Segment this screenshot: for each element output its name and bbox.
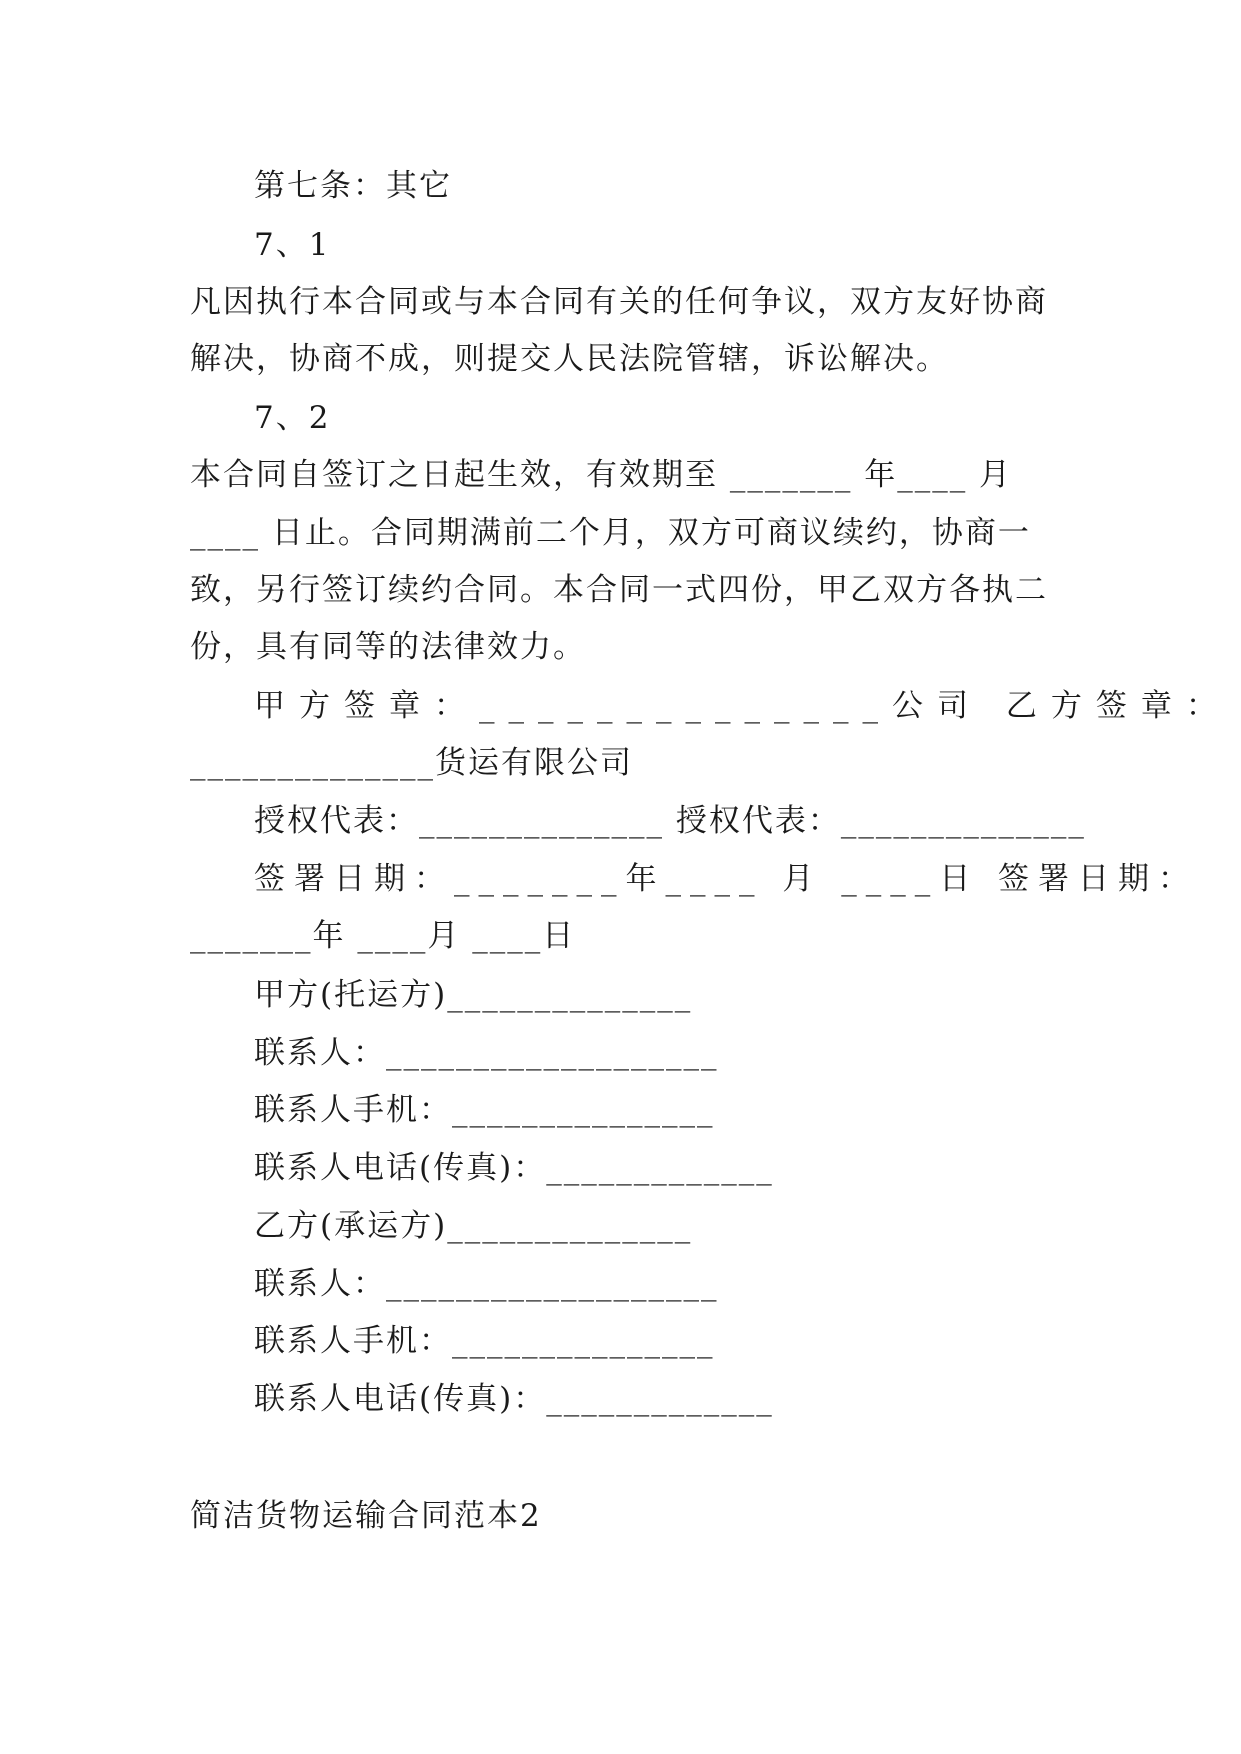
signature-line: ______________货运有限公司 — [190, 745, 633, 781]
party-a-phone: 联系人电话(传真)：_____________ — [254, 1150, 774, 1186]
party-a-contact: 联系人：___________________ — [254, 1035, 719, 1071]
article-heading: 第七条：其它 — [254, 168, 452, 204]
party-a-mobile: 联系人手机：_______________ — [254, 1092, 715, 1128]
clause-number: 7、1 — [254, 227, 331, 263]
paragraph-line: ____ 日止。合同期满前二个月，双方可商议续约，协商一 — [190, 515, 1031, 551]
party-b-line: 乙方(承运方)______________ — [254, 1208, 693, 1244]
paragraph-line: 解决，协商不成，则提交人民法院管辖，诉讼解决。 — [190, 341, 949, 377]
section-title: 简洁货物运输合同范本2 — [190, 1498, 542, 1534]
paragraph-line: 份，具有同等的法律效力。 — [190, 629, 586, 665]
paragraph-line: 致，另行签订续约合同。本合同一式四份，甲乙双方各执二 — [190, 572, 1048, 608]
paragraph-line: 凡因执行本合同或与本合同有关的任何争议，双方友好协商 — [190, 284, 1048, 320]
signing-date-line: 签署日期：_______年____ 月 ____日 签署日期： — [254, 861, 1199, 897]
party-a-line: 甲方(托运方)______________ — [254, 977, 693, 1013]
representative-line: 授权代表：______________ 授权代表：______________ — [254, 803, 1086, 839]
party-b-mobile: 联系人手机：_______________ — [254, 1323, 715, 1359]
signature-line: 甲方签章：______________公司 乙方签章： — [254, 688, 1231, 724]
clause-number: 7、2 — [254, 400, 331, 436]
signing-date-line: _______年 ____月 ____日 — [190, 918, 576, 954]
party-b-contact: 联系人：___________________ — [254, 1266, 719, 1302]
paragraph-line: 本合同自签订之日起生效，有效期至 _______ 年____ 月 — [190, 457, 1013, 493]
party-b-phone: 联系人电话(传真)：_____________ — [254, 1381, 774, 1417]
